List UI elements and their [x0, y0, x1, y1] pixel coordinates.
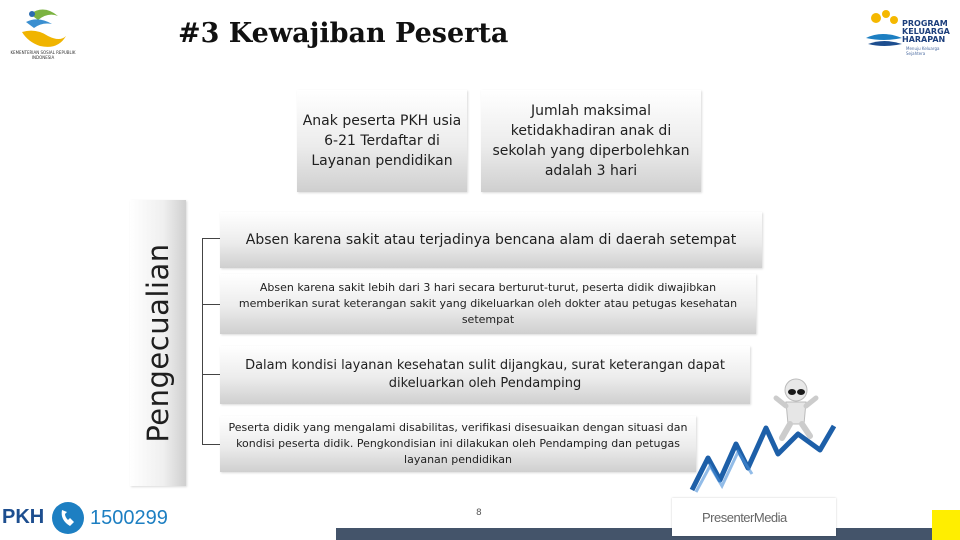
bracket-tick — [202, 238, 220, 239]
exception-item — [220, 346, 750, 404]
presenter-media-watermark: PresenterMedia — [702, 510, 787, 525]
page-title: #3 Kewajiban Peserta — [178, 18, 509, 49]
bracket-vertical-line — [202, 238, 203, 444]
exception-text: Dalam kondisi layanan kesehatan sulit dijangkau, surat keterangan dapat dikeluarkan oleh Pendamping — [245, 358, 725, 391]
pkh-sun-icon — [864, 8, 904, 52]
requirement-text: Anak peserta PKH usia 6-21 Terdaftar di Layanan pendidikan — [302, 113, 462, 169]
pkh-hotline-logo — [2, 500, 172, 536]
pkh-label: PKH — [2, 506, 45, 528]
requirement-box-absence-limit — [481, 90, 701, 192]
pkh-program-tagline: Menuju Keluarga Sejahtera — [906, 46, 940, 56]
phone-icon — [50, 500, 86, 536]
requirement-box-enrollment — [297, 90, 467, 192]
bracket-tick — [202, 374, 220, 375]
exceptions-sidebar — [130, 200, 186, 486]
footer-bar — [336, 528, 960, 540]
kemensos-logo-text: KEMENTERIAN SOSIAL REPUBLIK INDONESIA — [10, 50, 76, 60]
exception-text: Absen karena sakit atau terjadinya bencana alam di daerah setempat — [245, 232, 737, 248]
exception-text: Absen karena sakit lebih dari 3 hari secara berturut-turut, peserta didik diwajibkan memberikan surat keterangan sakit yang dikeluarkan oleh dokter atau petugas kesehatan setempat — [238, 281, 738, 326]
bracket-tick — [202, 444, 220, 445]
pkh-program-logo-text: PROGRAM KELUARGA HARAPAN — [902, 19, 950, 44]
climbing-figure-illustration — [686, 376, 836, 500]
footer-accent-block — [932, 510, 960, 540]
sidebar-label: Pengecualian — [141, 243, 175, 443]
exception-item — [220, 274, 756, 334]
exception-item — [220, 416, 696, 472]
exception-item — [220, 212, 762, 268]
requirement-text: Jumlah maksimal ketidakhadiran anak di sekolah yang diperbolehkan adalah 3 hari — [492, 103, 690, 179]
pkh-program-logo — [864, 8, 956, 58]
exception-text: Peserta didik yang mengalami disabilitas, verifikasi disesuaikan dengan situasi dan kondisi peserta didik. Pengkondisian ini dilakukan oleh Pendamping dan petugas layanan pendidikan — [228, 421, 688, 466]
page-number: 8 — [476, 508, 482, 518]
bracket-tick — [202, 304, 220, 305]
hotline-number: 1500299 — [90, 507, 168, 529]
